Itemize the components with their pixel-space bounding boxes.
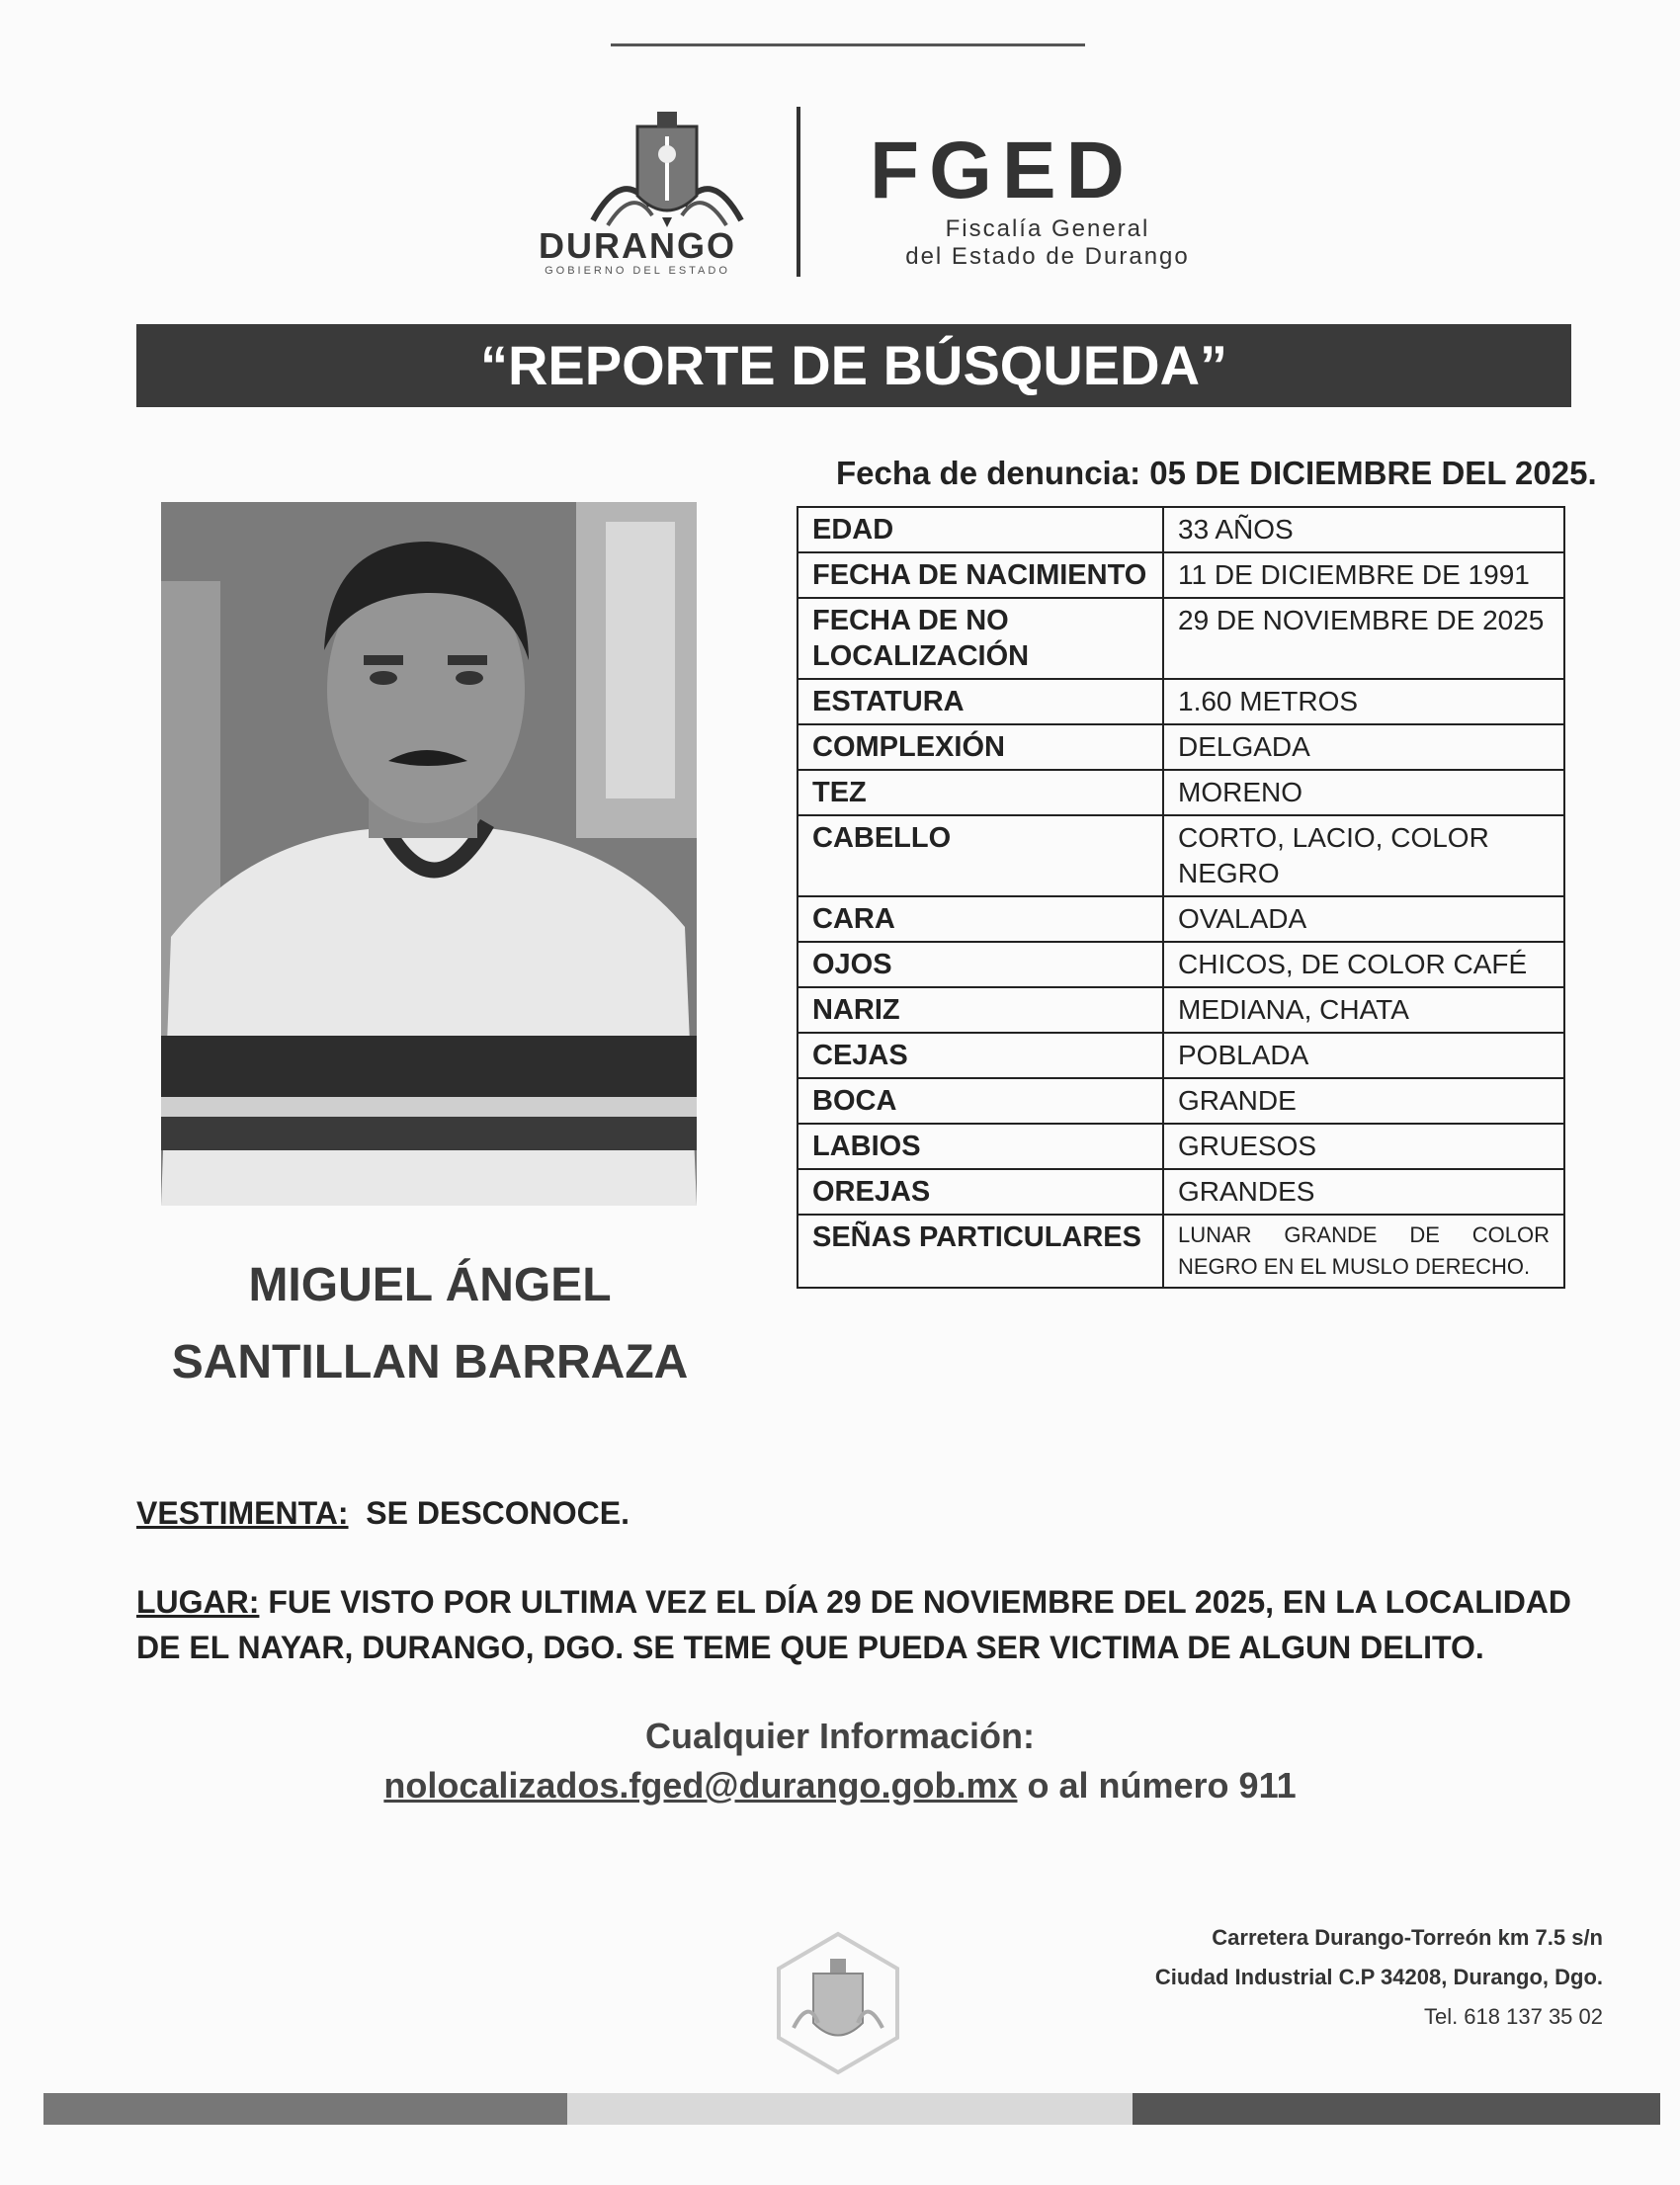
footer-seal-icon <box>769 1929 907 2077</box>
person-name-line1: MIGUEL ÁNGEL <box>248 1259 612 1311</box>
detail-label: NARIZ <box>798 987 1163 1033</box>
report-date-label: Fecha de denuncia: <box>836 455 1141 491</box>
top-rule <box>611 43 1085 46</box>
clothing-label: VESTIMENTA: <box>136 1495 349 1531</box>
table-row <box>798 507 1564 552</box>
detail-value: 33 AÑOS <box>1163 507 1564 552</box>
table-row <box>798 896 1564 942</box>
contact-phone-text: o al número 911 <box>1027 1765 1297 1806</box>
header-divider <box>797 107 800 277</box>
detail-label: ESTATURA <box>798 679 1163 724</box>
detail-label: FECHA DE NO LOCALIZACIÓN <box>798 598 1163 679</box>
table-row <box>798 552 1564 598</box>
agency-acronym: FGED <box>870 126 1134 215</box>
table-row <box>798 1215 1564 1288</box>
table-row <box>798 1169 1564 1215</box>
detail-label: FECHA DE NACIMIENTO <box>798 552 1163 598</box>
detail-value: MEDIANA, CHATA <box>1163 987 1564 1033</box>
detail-value: 29 DE NOVIEMBRE DE 2025 <box>1163 598 1564 679</box>
location-label: LUGAR: <box>136 1584 260 1620</box>
table-row <box>798 679 1564 724</box>
table-row <box>798 770 1564 815</box>
detail-label: EDAD <box>798 507 1163 552</box>
address-line2: Ciudad Industrial C.P 34208, Durango, Dgo. <box>1154 1965 1603 1989</box>
table-row <box>798 1033 1564 1078</box>
person-portrait-icon <box>161 502 697 1206</box>
details-table <box>797 506 1565 1289</box>
detail-label: CARA <box>798 896 1163 942</box>
contact-email-link[interactable]: nolocalizados.fged@durango.gob.mx <box>383 1765 1018 1806</box>
detail-value: OVALADA <box>1163 896 1564 942</box>
report-date-value: 05 DE DICIEMBRE DEL 2025. <box>1149 455 1597 491</box>
detail-value: GRANDES <box>1163 1169 1564 1215</box>
detail-value: MORENO <box>1163 770 1564 815</box>
detail-value: DELGADA <box>1163 724 1564 770</box>
clothing-info <box>136 1490 1579 1536</box>
detail-label: COMPLEXIÓN <box>798 724 1163 770</box>
location-line1: FUE VISTO POR ULTIMA VEZ EL DÍA 29 DE NOVIEMBRE DEL 2025, EN LA LOCALIDAD <box>268 1584 1572 1620</box>
detail-value: POBLADA <box>1163 1033 1564 1078</box>
contact-line <box>0 1765 1680 1807</box>
detail-value: GRUESOS <box>1163 1124 1564 1169</box>
detail-value: LUNAR GRANDE DE COLOR NEGRO EN EL MUSLO DERECHO. <box>1163 1215 1564 1288</box>
location-info <box>136 1579 1579 1670</box>
address-line1: Carretera Durango-Torreón km 7.5 s/n <box>1212 1925 1603 1950</box>
detail-label: CABELLO <box>798 815 1163 896</box>
agency-name-line2: del Estado de Durango <box>905 243 1190 270</box>
missing-person-photo <box>161 502 697 1206</box>
table-row <box>798 1124 1564 1169</box>
footer-bar-left <box>43 2093 567 2125</box>
detail-label: BOCA <box>798 1078 1163 1124</box>
table-row <box>798 942 1564 987</box>
table-row <box>798 815 1564 896</box>
clothing-value: SE DESCONOCE. <box>366 1495 630 1531</box>
detail-label: LABIOS <box>798 1124 1163 1169</box>
detail-label: TEZ <box>798 770 1163 815</box>
report-title-banner: “REPORTE DE BÚSQUEDA” <box>136 324 1571 407</box>
detail-label: OREJAS <box>798 1169 1163 1215</box>
contact-heading: Cualquier Información: <box>644 1716 1036 1756</box>
person-name <box>148 1247 712 1401</box>
detail-value: GRANDE <box>1163 1078 1564 1124</box>
detail-label: CEJAS <box>798 1033 1163 1078</box>
agency-name-line1: Fiscalía General <box>945 215 1150 242</box>
state-logo-word: DURANGO <box>539 225 736 266</box>
state-logo-subtitle: GOBIERNO DEL ESTADO <box>545 265 730 277</box>
detail-label: OJOS <box>798 942 1163 987</box>
detail-value: 1.60 METROS <box>1163 679 1564 724</box>
footer-bar-right <box>1133 2093 1660 2125</box>
table-row <box>798 1078 1564 1124</box>
location-line2: DE EL NAYAR, DURANGO, DGO. SE TEME QUE PUEDA SER VICTIMA DE ALGUN DELITO. <box>136 1630 1484 1665</box>
detail-label: SEÑAS PARTICULARES <box>798 1215 1163 1288</box>
agency-name <box>870 215 1225 271</box>
table-row <box>798 598 1564 679</box>
detail-value: 11 DE DICIEMBRE DE 1991 <box>1163 552 1564 598</box>
person-name-line2: SANTILLAN BARRAZA <box>171 1336 689 1388</box>
address-phone: Tel. 618 137 35 02 <box>1423 2004 1603 2029</box>
detail-value: CORTO, LACIO, COLOR NEGRO <box>1163 815 1564 896</box>
table-row <box>798 987 1564 1033</box>
report-date <box>836 455 1597 492</box>
footer-bar-middle <box>567 2093 1133 2125</box>
detail-value: CHICOS, DE COLOR CAFÉ <box>1163 942 1564 987</box>
table-row <box>798 724 1564 770</box>
